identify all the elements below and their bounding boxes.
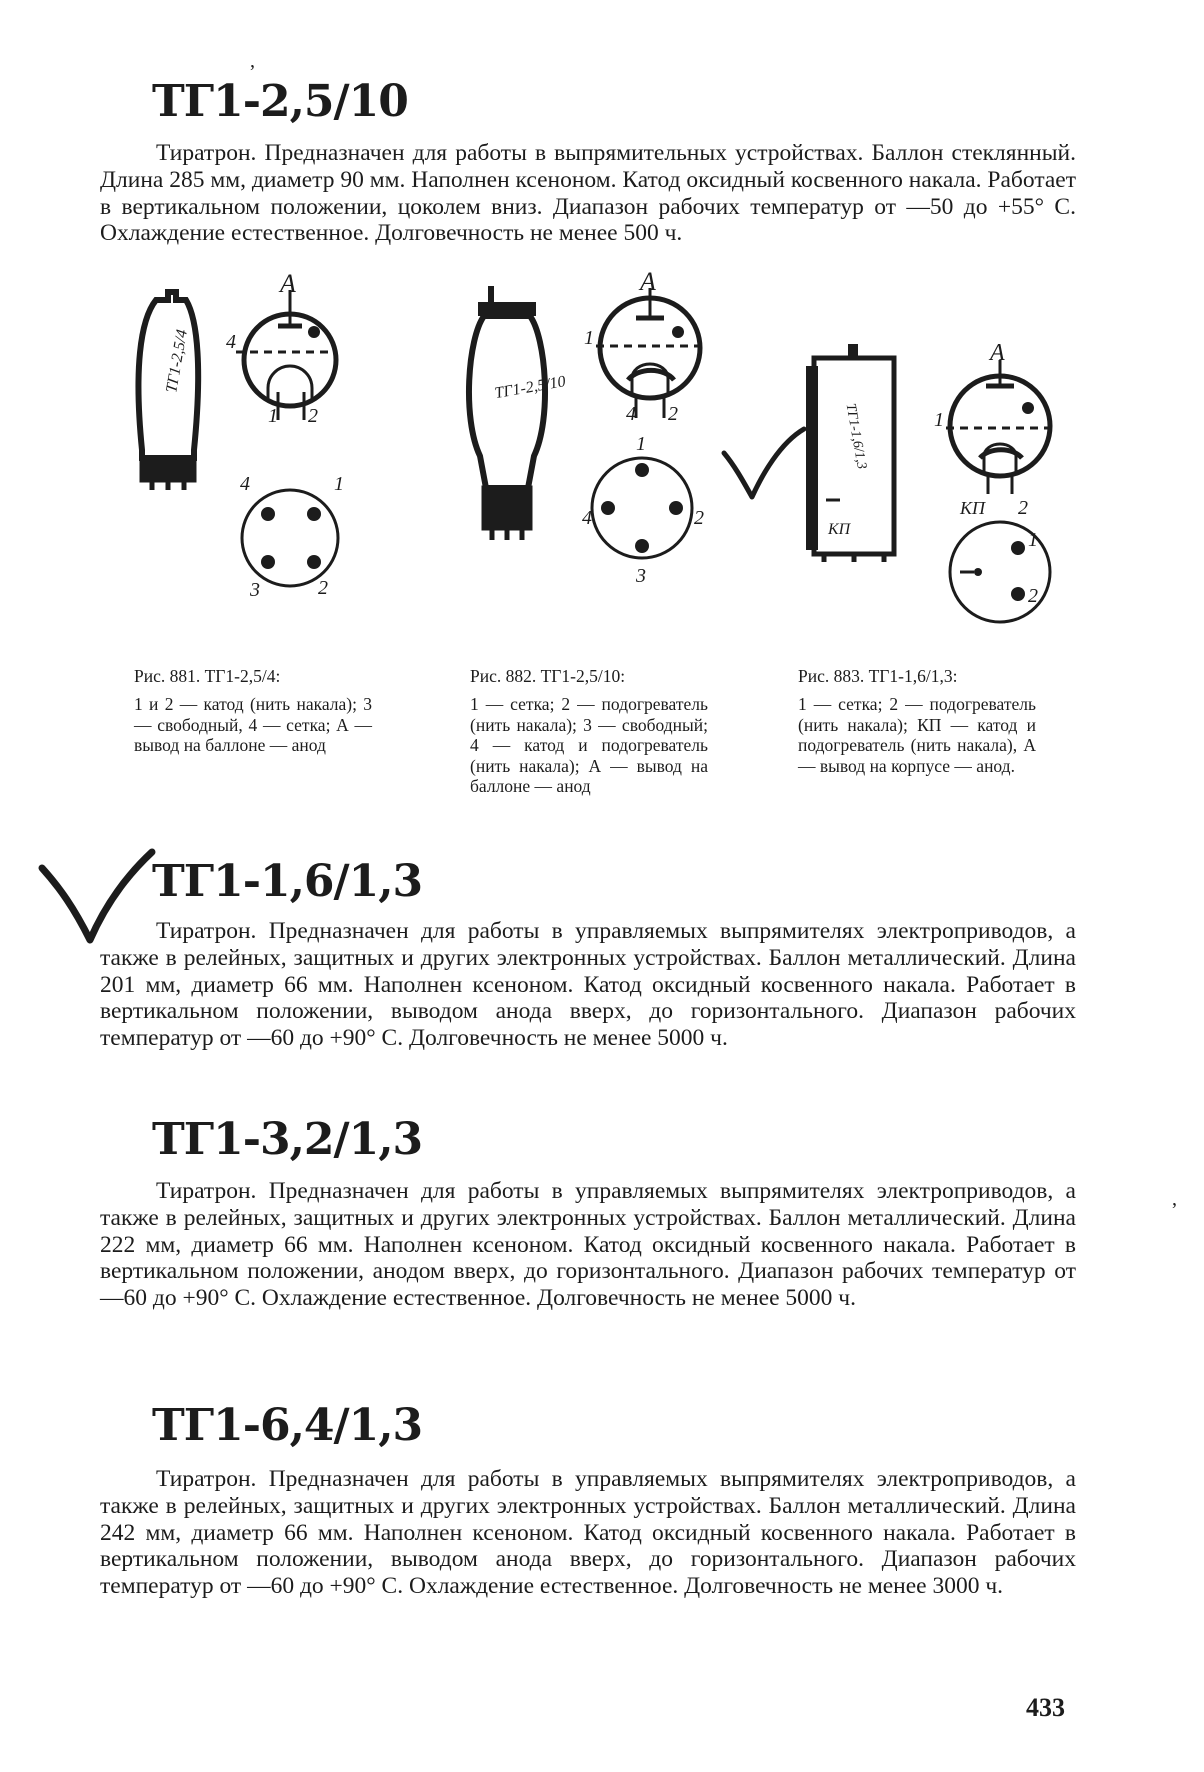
- figure-883-title: Рис. 883. ТГ1-1,6/1,3:: [798, 666, 958, 686]
- figure-882-grid-label: 1: [584, 327, 594, 349]
- figure-881-caption-text: 1 и 2 — катод (нить накала); 3 — свободный, 4 — сетка; А — вывод на баллоне — анод: [134, 694, 372, 756]
- figure-882: [468, 267, 728, 598]
- figure-881-base2-label: 2: [318, 577, 328, 599]
- figure-882-drawing: [468, 267, 728, 598]
- figure-882-base1-label: 1: [636, 433, 646, 455]
- figure-881-base4-label: 4: [240, 473, 250, 495]
- figure-883-base2-label: 2: [1028, 585, 1038, 607]
- section-body-tg1-6-4-1-3: Тиратрон. Предназначен для работы в управляемых выпрямителях электроприводов, а также в релейных, защитных и других электронных устройствах. Баллон металлический. Длина 242 мм, диаметр 66 мм. Наполнен ксеноном. Катод оксидный косвенного накала. Работает в вертикальном положении, выводом анода вверх, до горизонтального. Диапазон рабочих температур от —60 до +90° С. Охлаждение естественное. Долговечность не менее 3000 ч.: [100, 1466, 1076, 1600]
- section-heading-tg1-1-6-1-3: ТГ1-1,6/1,3: [152, 856, 423, 907]
- figure-882-anode-label: А: [640, 267, 656, 296]
- figure-883-base1-label: 1: [1028, 529, 1038, 551]
- figure-882-title: Рис. 882. ТГ1-2,5/10:: [470, 666, 626, 686]
- figure-883-grid-label: 1: [934, 409, 944, 431]
- figure-881-pin2-label: 2: [308, 405, 318, 427]
- figure-882-base3-label: 3: [636, 565, 646, 587]
- scan-speck: ,: [1172, 1188, 1177, 1210]
- figure-881-caption: [134, 666, 372, 756]
- figure-883-caption: [798, 666, 1036, 776]
- figure-882-bulb-label: ТГ1-2,5/10: [493, 373, 567, 403]
- figure-881-pin1-label: 1: [268, 405, 278, 427]
- section-body-tg1-1-6-1-3: Тиратрон. Предназначен для работы в управляемых выпрямителях электроприводов, а также в релейных, защитных и других электронных устройствах. Баллон металлический. Длина 201 мм, диаметр 66 мм. Наполнен ксеноном. Катод оксидный косвенного накала. Работает в вертикальном положении, выводом анода вверх, до горизонтального. Диапазон рабочих температур от —60 до +90° С. Долговечность не менее 5000 ч.: [100, 918, 1076, 1052]
- figure-881: [128, 269, 368, 601]
- figure-881-drawing: [128, 269, 368, 601]
- scan-speck: ,: [250, 50, 255, 72]
- figure-883-anode-label: А: [990, 340, 1005, 366]
- figure-883-drawing: [800, 340, 1060, 634]
- figure-882-pin2-label: 2: [668, 403, 678, 425]
- section-heading-tg1-2-5-10: ТГ1-2,5/10: [152, 76, 408, 127]
- figure-882-pin1-label: 4: [626, 403, 636, 425]
- figure-882-base2-label: 2: [694, 507, 704, 529]
- figure-883: [800, 340, 1060, 634]
- figure-883-pin2-label: 2: [1018, 497, 1028, 519]
- figure-881-grid-label: 4: [226, 331, 236, 353]
- section-heading-tg1-6-4-1-3: ТГ1-6,4/1,3: [152, 1400, 423, 1451]
- figure-881-bulb-label: ТГ1-2,5/4: [163, 328, 192, 395]
- figure-881-anode-label: А: [280, 269, 296, 298]
- section-body-tg1-2-5-10: Тиратрон. Предназначен для работы в выпрямительных устройствах. Баллон стеклянный. Длина 285 мм, диаметр 90 мм. Наполнен ксеноном. Катод оксидный косвенного накала. Работает в вертикальном положении, цоколем вниз. Диапазон рабочих температур от —50 до +55° С. Охлаждение естественное. Долговечность не менее 500 ч.: [100, 140, 1076, 247]
- figure-883-pin1-label: КП: [960, 498, 985, 518]
- figure-881-title: Рис. 881. ТГ1-2,5/4:: [134, 666, 281, 686]
- figure-883-bulb-label: ТГ1-1,6/1,3: [842, 402, 869, 471]
- figure-881-base3-label: 3: [250, 579, 260, 601]
- figure-881-base1-label: 1: [334, 473, 344, 495]
- page-number: 433: [1026, 1693, 1065, 1722]
- figure-883-body-pin-label: КП: [828, 521, 851, 538]
- figure-882-caption-text: 1 — сетка; 2 — подогреватель (нить накала); 3 — свободный; 4 — катод и подогреватель (нить накала); А — вывод на баллоне — анод: [470, 694, 708, 797]
- figure-882-caption: [470, 666, 708, 796]
- figure-882-base4-label: 4: [582, 507, 592, 529]
- section-heading-tg1-3-2-1-3: ТГ1-3,2/1,3: [152, 1114, 423, 1165]
- handwritten-check-mark-heading: [38, 848, 158, 948]
- handwritten-check-mark-figure: [720, 425, 810, 505]
- figure-883-caption-text: 1 — сетка; 2 — подогреватель (нить накала); КП — катод и подогреватель (нить накала), А — вывод на корпусе — анод.: [798, 694, 1036, 776]
- section-body-tg1-3-2-1-3: Тиратрон. Предназначен для работы в управляемых выпрямителях электроприводов, а также в релейных, защитных и других электронных устройствах. Баллон металлический. Длина 222 мм, диаметр 66 мм. Наполнен ксеноном. Катод оксидный косвенного накала. Работает в вертикальном положении, анодом вверх, до горизонтального. Диапазон рабочих температур от —60 до +90° С. Охлаждение естественное. Долговечность не менее 5000 ч.: [100, 1178, 1076, 1312]
